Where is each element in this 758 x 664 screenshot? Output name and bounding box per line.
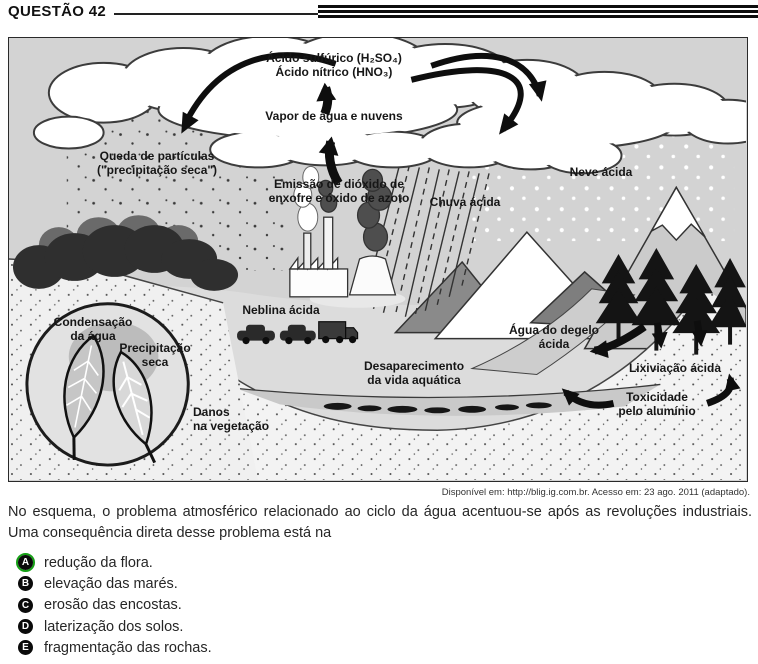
header-triple-bar (318, 5, 758, 20)
label-acid-snow: Neve ácida (569, 165, 633, 179)
question-text: No esquema, o problema atmosférico relacionado ao ciclo da água acentuou-se após as revoluções industriais. Uma consequência direta desse problema está na (8, 504, 752, 541)
answer-ring (16, 617, 35, 636)
answer-ring (16, 638, 35, 657)
option-letter-badge[interactable]: D (18, 619, 33, 634)
option-a[interactable] (16, 552, 212, 573)
label-emissions: Emissão de dióxido de enxofre e óxido de azoto (268, 177, 410, 205)
header-rule (114, 13, 318, 15)
option-c[interactable] (16, 595, 212, 616)
option-text: laterização dos solos. (44, 618, 184, 635)
question-number-title: QUESTÃO 42 (8, 3, 107, 20)
option-text: erosão das encostas. (44, 597, 182, 614)
label-dry-deposition: Queda de partículas ("precipitação seca") (96, 149, 218, 177)
answer-ring (16, 574, 35, 593)
label-sulfuric-nitric-acid: Ácido sulfúrico (H₂SO₄) Ácido nítrico (HNO₃) (266, 51, 402, 79)
label-vegetation-damage: Danos na vegetação (193, 405, 270, 433)
label-water-vapor: Vapor de água e nuvens (265, 109, 403, 123)
label-acid-fog: Neblina ácida (242, 303, 320, 317)
label-aluminium-toxicity: Toxicidade pelo alumínio (618, 390, 696, 418)
answer-ring (16, 596, 35, 615)
option-letter-badge[interactable]: C (18, 598, 33, 613)
option-letter-badge[interactable]: A (18, 555, 33, 570)
answer-ring (16, 553, 35, 572)
option-e[interactable] (16, 637, 212, 658)
figure-source: Disponível em: http://blig.ig.com.br. Acesso em: 23 ago. 2011 (adaptado). (441, 487, 750, 498)
option-text: fragmentação das rochas. (44, 639, 212, 656)
answer-options (16, 552, 212, 658)
option-d[interactable] (16, 616, 212, 637)
label-acid-rain: Chuva ácida (429, 195, 501, 209)
option-b[interactable] (16, 573, 212, 594)
option-text: redução da flora. (44, 554, 153, 571)
option-letter-badge[interactable]: E (18, 640, 33, 655)
option-letter-badge[interactable]: B (18, 576, 33, 591)
label-aquatic-life: Desaparecimento da vida aquática (363, 359, 465, 387)
label-inset-dry-precipitation: Precipitação seca (119, 341, 191, 369)
option-text: elevação das marés. (44, 575, 178, 592)
label-inset-condensation: Condensação da água (53, 315, 133, 343)
label-meltwater: Água do degelo ácida (509, 323, 599, 351)
acid-rain-diagram (8, 37, 748, 482)
label-leaching: Lixiviação ácida (628, 361, 722, 375)
